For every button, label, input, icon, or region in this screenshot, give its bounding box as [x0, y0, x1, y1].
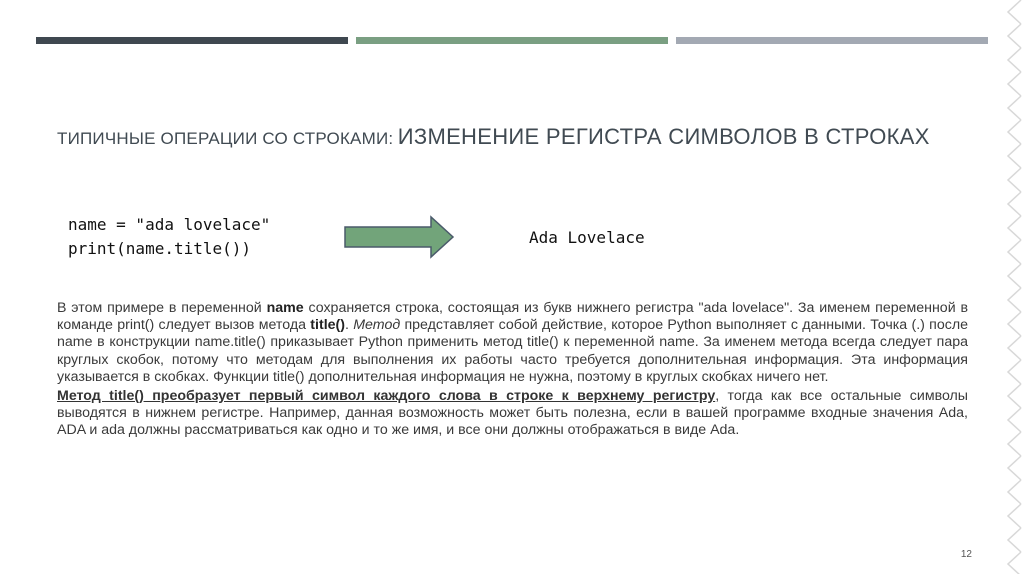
output-text: Ada Lovelace	[529, 228, 645, 247]
page-number: 12	[960, 549, 972, 560]
p2-text: , тогда как все остальные символы выводятся в нижнем регистре. Например, данная возможность может быть полезна, если в вашей программе входные значения Ada, ADA и ada должны рассматриваться как одно и то же имя, и все они должны отображаться в виде Ada.	[57, 388, 968, 439]
slide-title-part1: ТИПИЧНЫЕ ОПЕРАЦИИ СО СТРОКАМИ:	[57, 129, 394, 148]
header-bar-grey	[676, 37, 988, 44]
p1-text-1: В этом примере в переменной	[57, 300, 267, 316]
p1-text-2: сохраняется строка, состоящая из букв нижнего регистра "ada lovelace". За именем переменной в команде print() следует вызов метода	[57, 300, 968, 334]
code-block	[68, 213, 270, 261]
code-line-2: print(name.title())	[68, 239, 252, 258]
header-bar-green	[356, 37, 668, 44]
paragraph-1	[57, 300, 968, 386]
p1-text-4: представляет собой действие, которое Python выполняет с данными. Точка (.) после name в конструкции name.title() приказывает Python применить метод title() к переменной name. За именем метода всегда следует пара круглых скобок, потому что методам для выполнения их работы часто требуется дополнительная информация. Эта информация указывается в скобках. Функции title() дополнительная информация не нужна, поэтому в круглых скобках ничего нет.	[57, 317, 969, 385]
p1-text-3: .	[344, 317, 354, 334]
right-arrow-icon	[343, 215, 455, 259]
side-chevrons-decoration	[1004, 0, 1024, 574]
p1-italic-method: Метод	[353, 317, 401, 334]
slide-title-part2: ИЗМЕНЕНИЕ РЕГИСТРА СИМВОЛОВ В СТРОКАХ	[397, 124, 930, 149]
slide-title	[57, 124, 997, 150]
p1-bold-name: name	[266, 300, 304, 316]
body-text	[57, 300, 968, 442]
code-line-1: name = "ada lovelace"	[68, 215, 271, 234]
p1-bold-title: title()	[310, 317, 345, 334]
paragraph-2	[57, 388, 968, 440]
header-bar-dark	[36, 37, 348, 44]
p2-underlined: Метод title() преобразует первый символ каждого слова в строке к верхнему регистру	[57, 388, 716, 405]
